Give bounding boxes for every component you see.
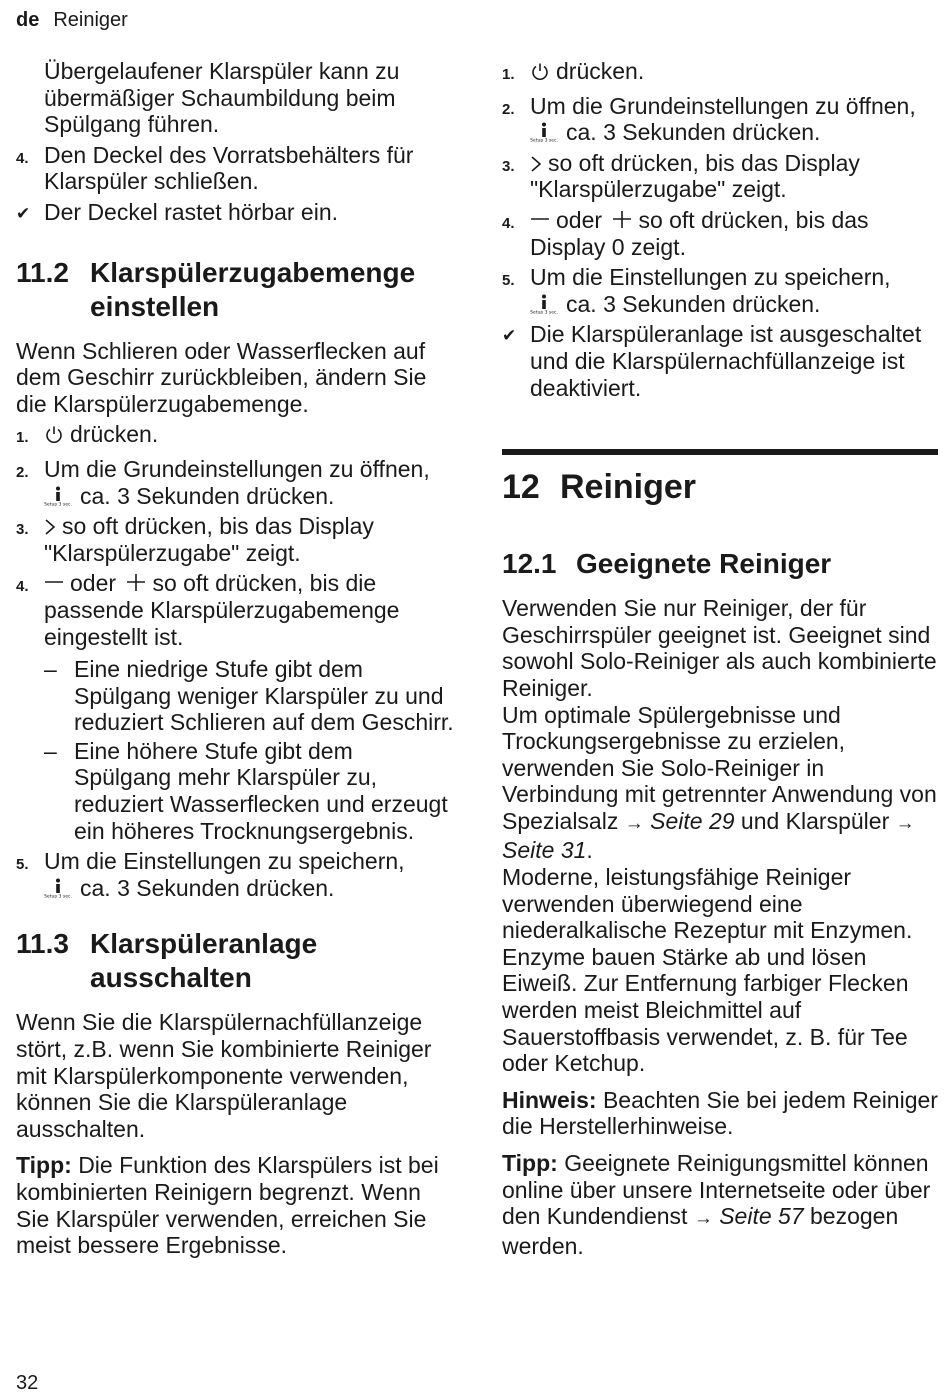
step-number: 4. <box>502 214 515 232</box>
step-number: 2. <box>502 100 515 118</box>
step-text: oder <box>556 206 603 233</box>
note-paragraph <box>502 1087 938 1140</box>
page-link[interactable]: Seite 57 <box>719 1203 804 1230</box>
svg-text:Setup 3 sec.: Setup 3 sec. <box>530 310 558 314</box>
tip-label: Tipp: <box>502 1150 558 1176</box>
result-item <box>16 199 456 228</box>
step-number: 5. <box>502 272 515 290</box>
tip-text: Geeignete Reinigungsmittel können online über unsere Internetseite oder über den Kundendienst <box>502 1150 931 1230</box>
heading-number: 12 <box>502 468 540 507</box>
step-text: so oft drücken, bis das Display 0 zeigt. <box>530 206 869 260</box>
checkmark-icon: ✔ <box>502 326 517 346</box>
heading-title: Reiniger <box>560 468 697 507</box>
heading-number: 11.3 <box>16 928 69 960</box>
setup-info-icon <box>530 122 558 142</box>
checkmark-icon: ✔ <box>16 203 31 223</box>
step-number: 4. <box>16 578 29 596</box>
section-heading-11-2 <box>16 256 456 324</box>
step-number: 3. <box>16 521 29 539</box>
step-text: Um die Grundeinstellungen zu öffnen, <box>44 455 430 482</box>
step-number: 1. <box>502 66 515 83</box>
page-link[interactable]: Seite 29 <box>650 807 735 834</box>
step-text-end: ca. 3 Sekunden drücken. <box>566 290 821 317</box>
section-intro: Wenn Schlieren oder Wasserflecken auf dem Geschirr zurückbleiben, ändern Sie die Klarspülerzugabemenge. <box>16 337 427 417</box>
step-text: so oft drücken, bis die passende Klarspülerzugabemenge eingestellt ist. <box>44 570 400 650</box>
svg-text:Setup 3 sec.: Setup 3 sec. <box>44 894 72 898</box>
paragraph: Moderne, leistungsfähige Reiniger verwenden überwiegend eine niederalkalische Rezeptur mit Enzymen. Enzyme bauen Stärke ab und lösen Eiweiß. Zur Entfernung farbiger Flecken werden meist Bleichmittel auf Sauerstoffbasis verwendet, z. B. für Tee oder Ketchup. <box>502 864 913 1077</box>
step-text: oder <box>70 570 117 597</box>
plus-icon <box>126 574 146 594</box>
paragraph <box>502 702 938 865</box>
list-item <box>16 421 456 452</box>
arrow-right-icon: → <box>693 1208 713 1230</box>
list-item <box>44 656 456 736</box>
result-text: Die Klarspüleranlage ist ausgeschaltet und die Klarspülernachfüllanzeige ist deaktiviert. <box>530 321 922 401</box>
step-text: Um die Einstellungen zu speichern, <box>44 848 405 875</box>
list-item <box>502 150 938 203</box>
step-text: drücken. <box>70 421 159 448</box>
dash-text: Eine höhere Stufe gibt dem Spülgang mehr Klarspüler zu, reduziert Wasserflecken und erzeugt ein höheres Trocknungsergebnis. <box>74 737 448 844</box>
list-item <box>16 456 456 509</box>
section-intro: Wenn Sie die Klarspülernachfüllanzeige stört, z.B. wenn Sie kombinierte Reiniger mit Klarspülerkomponente verwenden, können Sie die Klarspüleranlage ausschalten. <box>16 1009 432 1142</box>
svg-text:Setup 3 sec.: Setup 3 sec. <box>44 502 72 506</box>
arrow-right-icon: → <box>624 812 644 834</box>
running-section-title: Reiniger <box>53 9 128 31</box>
list-item <box>502 93 938 146</box>
list-item <box>502 58 938 89</box>
step-number: 5. <box>16 856 29 874</box>
heading-title: Klarspüleranlage ausschalten <box>90 928 318 994</box>
section-heading-11-3 <box>16 927 456 995</box>
dash-marker: – <box>44 737 57 764</box>
page-header <box>16 9 128 32</box>
result-item <box>502 321 938 401</box>
list-item <box>502 207 938 260</box>
paragraph-text: Um optimale Spülergebnisse und Trockungsergebnisse zu erzielen, verwenden Sie Solo-Reiniger in Verbindung mit getrennter Anwendung von Spezialsalz <box>502 701 937 834</box>
plus-icon <box>612 211 632 231</box>
setup-info-icon <box>44 878 72 898</box>
tip-label: Tipp: <box>16 1152 72 1179</box>
paragraph-text: und Klarspüler <box>740 807 890 834</box>
intro-paragraph: Übergelaufener Klarspüler kann zu übermäßiger Schaumbildung beim Spülgang führen. <box>44 58 400 138</box>
heading-title: Klarspülerzugabemenge einstellen <box>90 256 416 322</box>
svg-text:Setup 3 sec.: Setup 3 sec. <box>530 138 558 143</box>
page-number: 32 <box>16 1372 39 1394</box>
heading-number: 12.1 <box>502 548 557 580</box>
language-code: de <box>16 9 40 31</box>
note-label: Hinweis: <box>502 1086 597 1113</box>
arrow-right-icon: → <box>895 812 915 834</box>
tip-paragraph <box>16 1152 456 1258</box>
step-text: Den Deckel des Vorratsbehälters für Klarspüler schließen. <box>44 141 414 195</box>
step-text-end: ca. 3 Sekunden drücken. <box>566 119 821 146</box>
right-column <box>502 58 938 1259</box>
heading-title: Geeignete Reiniger <box>576 548 832 580</box>
step-text: so oft drücken, bis das Display "Klarspülerzugabe" zeigt. <box>44 513 374 566</box>
tip-paragraph <box>502 1150 938 1259</box>
minus-icon <box>530 211 550 231</box>
note-text: Beachten Sie bei jedem Reiniger die Herstellerhinweise. <box>502 1086 938 1140</box>
step-number: 1. <box>16 429 29 447</box>
step-text: Um die Grundeinstellungen zu öffnen, <box>530 92 916 119</box>
setup-info-icon <box>530 294 558 314</box>
step-text: so oft drücken, bis das Display "Klarspülerzugabe" zeigt. <box>530 149 860 203</box>
tip-text: Die Funktion des Klarspülers ist bei kombinierten Reinigern begrenzt. Wenn Sie Klarspüler verwenden, erreichen Sie meist bessere Ergebnisse. <box>16 1152 439 1259</box>
list-item <box>44 738 456 844</box>
chevron-right-icon <box>44 517 56 537</box>
section-heading-12-1 <box>502 547 938 581</box>
paragraph-text: . <box>586 837 593 864</box>
dash-marker: – <box>44 656 57 683</box>
list-item <box>16 848 456 901</box>
dash-text: Eine niedrige Stufe gibt dem Spülgang weniger Klarspüler zu und reduziert Schlieren auf dem Geschirr. <box>74 656 454 736</box>
step-text-end: ca. 3 Sekunden drücken. <box>80 482 335 509</box>
chapter-heading-12 <box>502 467 938 507</box>
step-text-end: ca. 3 Sekunden drücken. <box>80 874 335 901</box>
chevron-right-icon <box>530 154 542 174</box>
step-number: 2. <box>16 463 29 481</box>
power-icon <box>44 425 64 445</box>
list-item <box>16 570 456 650</box>
step-number: 4. <box>16 149 29 167</box>
chapter-rule <box>502 449 938 455</box>
step-text: Um die Einstellungen zu speichern, <box>530 264 891 291</box>
tip-text-end: bezogen werden. <box>502 1203 899 1259</box>
result-text: Der Deckel rastet hörbar ein. <box>44 198 339 225</box>
list-item <box>502 264 938 317</box>
page-link[interactable]: Seite 31 <box>502 837 587 864</box>
step-number: 3. <box>502 157 515 175</box>
list-item <box>16 142 456 195</box>
setup-info-icon <box>44 486 72 506</box>
power-icon <box>530 62 550 82</box>
step-text: drücken. <box>556 58 645 84</box>
list-item <box>16 513 456 566</box>
minus-icon <box>44 574 64 594</box>
heading-number: 11.2 <box>16 256 69 288</box>
left-column <box>16 58 456 1259</box>
paragraph: Verwenden Sie nur Reiniger, der für Geschirrspüler geeignet ist. Geeignet sind sowohl Solo-Reiniger als auch kombinierte Reiniger. <box>502 595 937 701</box>
